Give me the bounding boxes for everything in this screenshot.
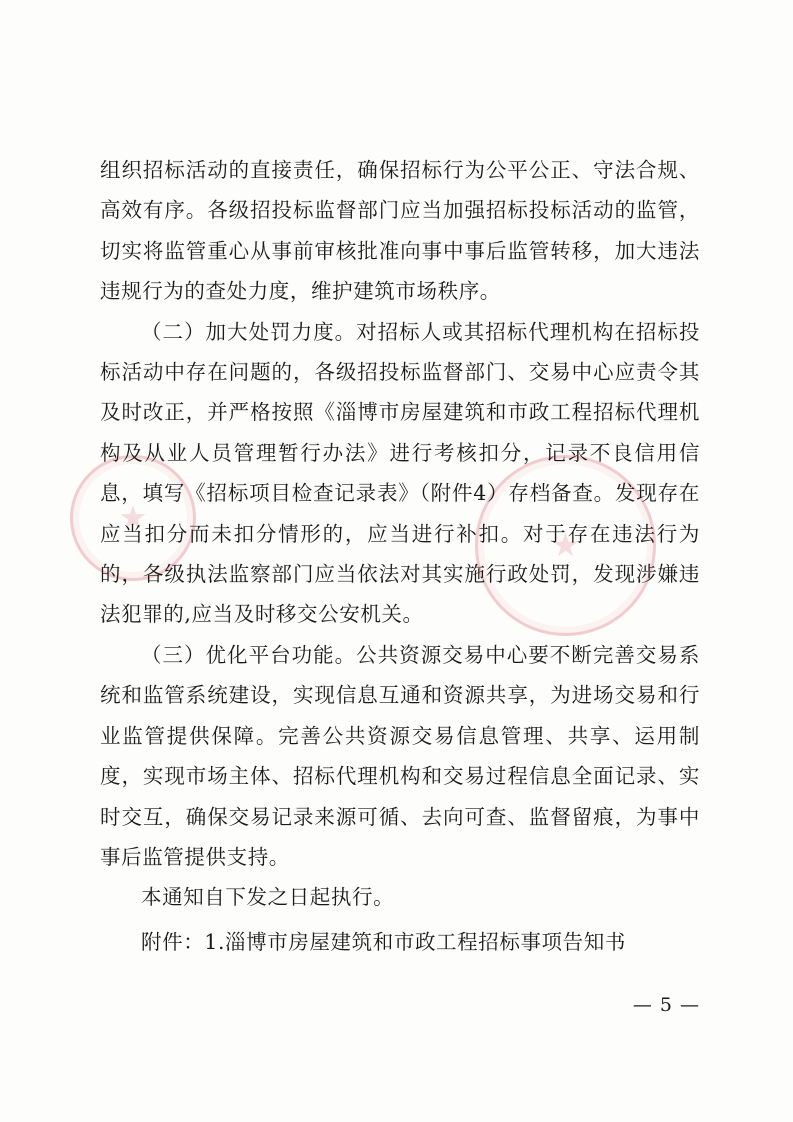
body-text (100, 150, 700, 918)
paragraph-text: 组织招标活动的直接责任，确保招标行为公平公正、守法合规、高效有序。各级招投标监督部门应当加强招标投标活动的监管，切实将监管重心从事前审核批准向事中事后监管转移，加大违法违规行为的查处力度，维护建筑市场秩序。 (100, 158, 700, 304)
section-heading: （三）优化平台功能。 (141, 642, 357, 667)
paragraph-text: 对招标人或其招标代理机构在招标投标活动中存在问题的，各级招投标监督部门、交易中心应责令其及时改正，并严格按照《淄博市房屋建筑和市政工程招标代理机构及从业人员管理暂行办法》进行考核扣分，记录不良信用信息，填写《招标项目检查记录表》（附件4）存档备查。发现存在应当扣分而未扣分情形的，应当进行补扣。对于存在违法行为的，各级执法监察部门应当依法对其实施行政处罚，发现涉嫌违法犯罪的,应当及时移交公安机关。 (100, 319, 700, 627)
paragraph-effective-date (100, 877, 700, 917)
page-number: — 5 — (632, 994, 700, 1016)
paragraph-platform (100, 635, 700, 877)
paragraph-text: 公共资源交易中心要不断完善交易系统和监管系统建设，实现信息互通和资源共享，为进场交易和行业监管提供保障。完善公共资源交易信息管理、共享、运用制度，实现市场主体、招标代理机构和交易过程信息全面记录、实时交互，确保交易记录来源可循、去向可查、监督留痕，为事中事后监管提供支持。 (100, 642, 700, 869)
paragraph-text: 本通知自下发之日起执行。 (141, 885, 395, 910)
paragraph-supervision (100, 150, 700, 312)
paragraph-penalty (100, 312, 700, 635)
attachment-line: 附件：1.淄博市房屋建筑和市政工程招标事项告知书 (141, 930, 626, 954)
section-heading: （二）加大处罚力度。 (141, 319, 357, 344)
